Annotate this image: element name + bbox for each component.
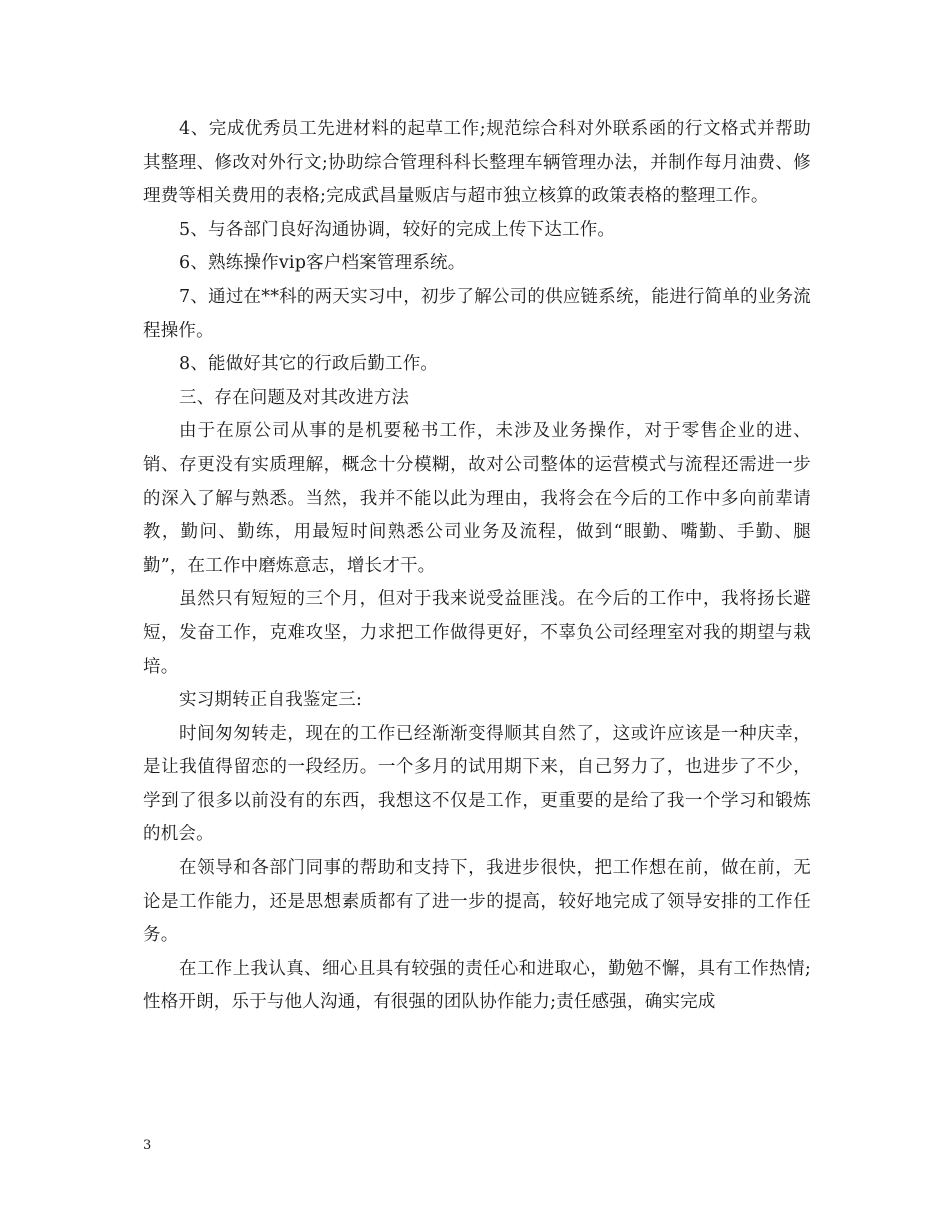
paragraph-leadership-support: 在领导和各部门同事的帮助和支持下，我进步很快，把工作想在前，做在前，无论是工作能力，还是思想素质都有了进一步的提高，较好地完成了领导安排的工作任务。 (143, 858, 811, 946)
page-number: 3 (143, 1138, 152, 1153)
paragraph-three-months: 虽然只有短短的三个月，但对于我来说受益匪浅。在今后的工作中，我将扬长避短，发奋工作，克难攻坚，力求把工作做得更好，不辜负公司经理室对我的期望与栽培。 (143, 589, 811, 677)
paragraph-problems-improvement: 由于在原公司从事的是机要秘书工作，未涉及业务操作，对于零售企业的进、销、存更没有实质理解，概念十分模糊，故对公司整体的运营模式与流程还需进一步的深入了解与熟悉。当然，我并不能以此为理由，我将会在今后的工作中多向前辈请教，勤问、勤练，用最短时间熟悉公司业务及流程，做到“眼勤、嘴勤、手勤、腿勤”，在工作中磨炼意志，增长才干。 (143, 421, 811, 576)
section-heading-appraisal-three: 实习期转正自我鉴定三: (179, 690, 363, 711)
section-heading-problems: 三、存在问题及对其改进方法 (179, 387, 410, 408)
paragraph-item-6: 6、熟练操作vip客户档案管理系统。 (179, 253, 466, 274)
paragraph-item-4: 4、完成优秀员工先进材料的起草工作;规范综合科对外联系函的行文格式并帮助其整理、修改对外行文;协助综合管理科科长整理车辆管理办法，并制作每月油费、修理费等相关费用的表格;完成武昌量贩店与超市独立核算的政策表格的整理工作。 (143, 119, 811, 207)
document-body (143, 113, 811, 1020)
paragraph-item-5: 5、与各部门良好沟通协调，较好的完成上传下达工作。 (179, 219, 616, 240)
paragraph-item-8: 8、能做好其它的行政后勤工作。 (179, 354, 439, 375)
paragraph-item-7: 7、通过在**科的两天实习中，初步了解公司的供应链系统，能进行简单的业务流程操作。 (143, 286, 811, 341)
paragraph-time-passes: 时间匆匆转走，现在的工作已经渐渐变得顺其自然了，这或许应该是一种庆幸，是让我值得留恋的一段经历。一个多月的试用期下来，自己努力了，也进步了不少，学到了很多以前没有的东西，我想这不仅是工作，更重要的是给了我一个学习和锻炼的机会。 (143, 723, 811, 845)
paragraph-work-attitude: 在工作上我认真、细心且具有较强的责任心和进取心，勤勉不懈，具有工作热情;性格开朗，乐于与他人沟通，有很强的团队协作能力;责任感强，确实完成 (143, 958, 811, 1013)
